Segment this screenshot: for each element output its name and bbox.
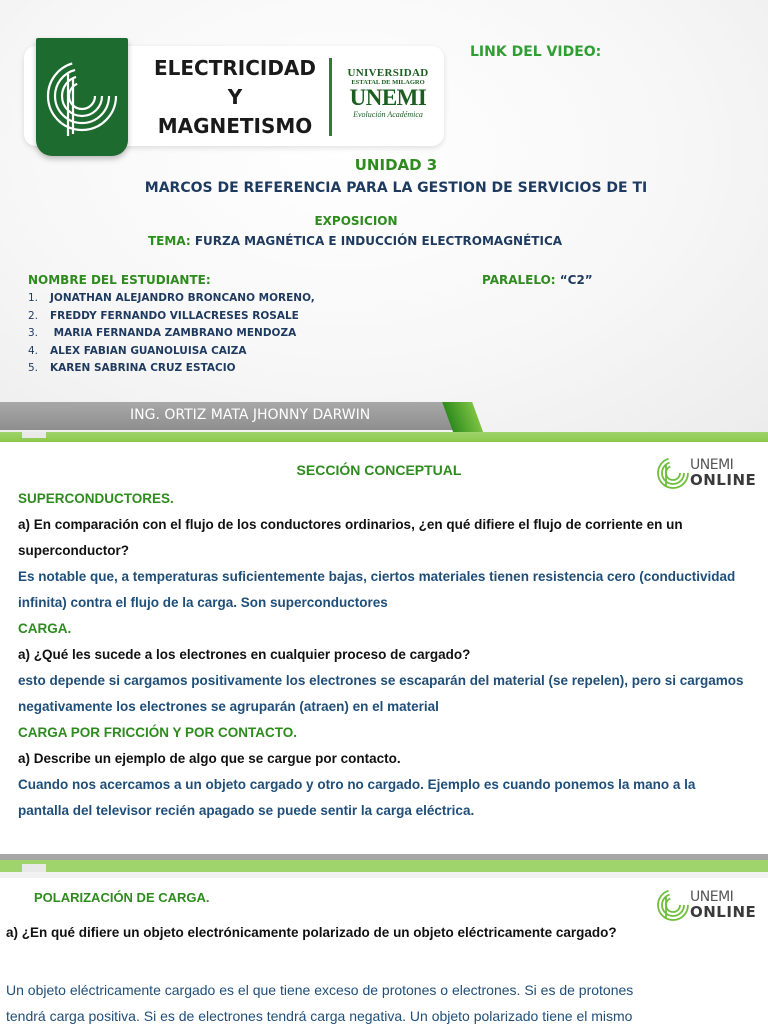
polarization-title: POLARIZACIÓN DE CARGA. xyxy=(34,890,210,905)
university-tagline: Evolución Académica xyxy=(353,110,423,119)
section-label: PARALELO: xyxy=(482,273,556,287)
university-subname: ESTATAL DE MILAGRO xyxy=(351,79,425,86)
student-list xyxy=(28,290,315,378)
section-value: “C2” xyxy=(559,273,593,287)
answer-polarization: Un objeto eléctricamente cargado es el que tiene exceso de protones o electrones. Si es de protones tendrá carga positiva. Si es de electrones tendrá carga negativa. Un objeto polarizado tiene el mismo xyxy=(6,982,634,1024)
heading-friction-contact: CARGA POR FRICCIÓN Y POR CONTACTO. xyxy=(18,725,298,740)
conceptual-content xyxy=(18,486,748,824)
question-contact: a) Describe un ejemplo de algo que se cargue por contacto. xyxy=(18,751,401,766)
course-title-line-3: MAGNETISMO xyxy=(157,114,313,138)
question-superconductors: a) En comparación con el flujo de los conductores ordinarios, ¿en qué difiere el flujo de corriente en un superconductor? xyxy=(18,517,683,558)
student-item: 1. JONATHAN ALEJANDRO BRONCANO MORENO, xyxy=(28,292,315,304)
student-item: 5. KAREN SABRINA CRUZ ESTACIO xyxy=(28,362,236,374)
polarization-slide xyxy=(0,878,768,1024)
heading-superconductors: SUPERCONDUCTORES. xyxy=(18,491,174,506)
course-title xyxy=(140,54,330,141)
unemi-spiral-icon xyxy=(656,888,690,922)
answer-superconductors: Es notable que, a temperaturas suficientemente bajas, ciertos materiales tienen resistencia cero (conductividad infinita) contra el flujo de la carga. Son superconductores xyxy=(18,569,736,610)
answer-contact: Cuando nos acercamos a un objeto cargado y otro no cargado. Ejemplo es cuando ponemos la mano a la pantalla del televisor recién apagado se puede sentir la carga eléctrica. xyxy=(18,777,696,818)
heading-charge: CARGA. xyxy=(18,621,72,636)
section-title: SECCIÓN CONCEPTUAL xyxy=(296,462,462,478)
video-link-label: LINK DEL VIDEO: xyxy=(470,44,602,60)
brand-line-1: UNEMI xyxy=(690,889,734,905)
brand-line-1: UNEMI xyxy=(690,457,734,473)
student-item: 3. MARIA FERNANDA ZAMBRANO MENDOZA xyxy=(28,327,297,339)
slide-divider-band xyxy=(0,432,768,442)
university-name: UNIVERSIDAD xyxy=(347,67,429,79)
course-logo-tab xyxy=(36,38,128,156)
brand-line-2: ONLINE xyxy=(690,903,757,921)
teacher-bar xyxy=(0,402,460,430)
spiral-logo-icon xyxy=(40,46,124,150)
university-logo xyxy=(340,68,436,121)
slide-divider-band-2 xyxy=(0,854,768,878)
conceptual-slide xyxy=(0,442,768,854)
title-divider xyxy=(329,58,332,136)
course-title-line-2: Y xyxy=(227,85,243,109)
unit-label: UNIDAD 3 xyxy=(354,156,438,174)
unit-subtitle: MARCOS DE REFERENCIA PARA LA GESTION DE SERVICIOS DE TI xyxy=(144,180,648,196)
brand-line-2: ONLINE xyxy=(690,471,757,489)
topic-label: TEMA: xyxy=(148,234,191,248)
course-title-line-1: ELECTRICIDAD xyxy=(153,56,317,80)
student-item: 2. FREDDY FERNANDO VILLACRESES ROSALE xyxy=(28,309,299,322)
unemi-online-logo xyxy=(656,888,756,928)
question-charge: a) ¿Qué les sucede a los electrones en cualquier proceso de cargado? xyxy=(18,647,471,662)
unemi-spiral-icon xyxy=(656,456,690,490)
answer-charge: esto depende si cargamos positivamente los electrones se escaparán del material (se repelen), pero si cargamos negativamente los electrones se agruparán (atraen) en el material xyxy=(18,673,744,714)
student-item: 4. ALEX FABIAN GUANOLUISA CAIZA xyxy=(28,344,247,357)
student-label: NOMBRE DEL ESTUDIANTE: xyxy=(28,273,211,287)
topic-value: FURZA MAGNÉTICA E INDUCCIÓN ELECTROMAGNÉTICA xyxy=(194,234,563,248)
teacher-name: ING. ORTIZ MATA JHONNY DARWIN xyxy=(130,407,371,423)
title-slide xyxy=(0,0,768,432)
question-polarization: a) ¿En qué difiere un objeto electrónicamente polarizado de un objeto eléctricamente cargado? xyxy=(6,925,617,940)
exposition-label: EXPOSICION xyxy=(314,214,398,228)
topic xyxy=(148,234,562,248)
university-acronym: UNEMI xyxy=(349,85,427,110)
class-section xyxy=(482,273,593,287)
